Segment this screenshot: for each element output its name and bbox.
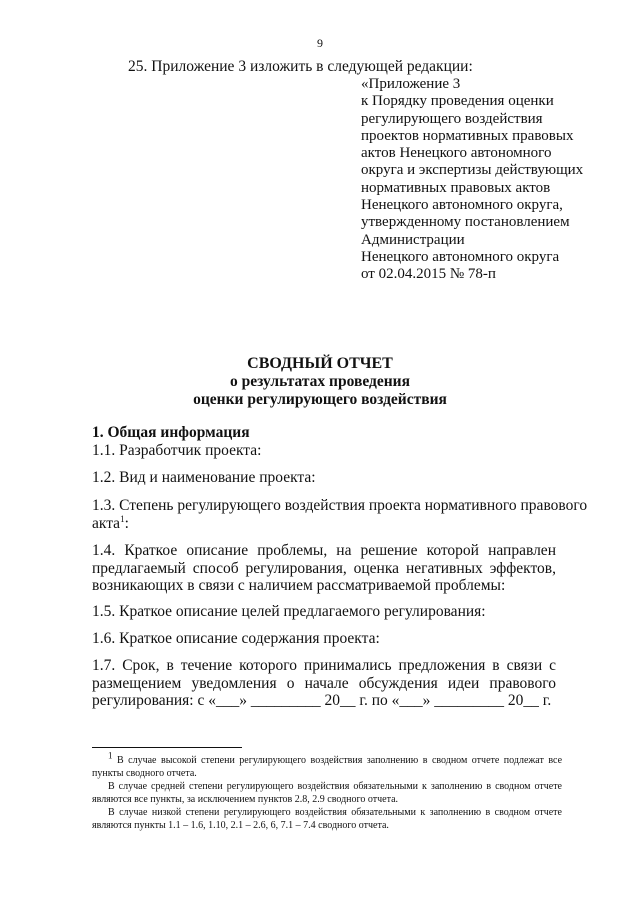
appendix-line: актов Ненецкого автономного xyxy=(361,145,552,162)
item-text: 1.1. Разработчик проекта: xyxy=(92,442,262,459)
item-text: размещением уведомления о начале обсуждения идеи правового xyxy=(92,674,556,692)
appendix-header xyxy=(361,76,583,284)
item-text: 1.6. Краткое описание содержания проекта: xyxy=(92,630,380,647)
footnote-marker: 1 xyxy=(108,750,113,761)
item-text: регулирования: с «___» _________ 20__ г. по «___» _________ 20__ г. xyxy=(92,692,552,709)
page-number: 9 xyxy=(317,36,323,50)
item-1-2 xyxy=(92,469,556,487)
appendix-line: проектов нормативных правовых xyxy=(361,127,574,144)
footnote-text: В случае средней степени регулирующего воздействия обязательными к заполнению в сводном отчете являются все пункты, за исключением пунктов 2.8, 2.9 сводного отчета. xyxy=(92,781,562,805)
item-text xyxy=(92,515,556,533)
appendix-line: Администрации xyxy=(361,231,465,248)
item-text-part: : xyxy=(124,514,129,532)
appendix-line: утвержденному постановлением xyxy=(361,214,570,231)
report-title: СВОДНЫЙ ОТЧЕТ xyxy=(247,355,393,372)
item-1-7 xyxy=(92,657,556,710)
appendix-line: от 02.04.2015 № 78-п xyxy=(361,266,496,283)
item-1-5 xyxy=(92,603,556,621)
item-text-part: акта xyxy=(92,514,121,532)
footnote-separator xyxy=(92,747,242,748)
item-text: предлагаемый способ регулирования, оценка негативных эффектов, xyxy=(92,559,556,577)
footnote xyxy=(92,806,562,832)
item-1-1 xyxy=(92,442,556,460)
appendix-line: Ненецкого автономного округа, xyxy=(361,197,563,214)
appendix-line: к Порядку проведения оценки xyxy=(361,93,554,110)
item-1-3 xyxy=(92,497,588,532)
item-text: возникающих в связи с наличием рассматриваемой проблемы: xyxy=(92,577,506,594)
section-heading: 1. Общая информация xyxy=(92,424,250,441)
item-text: 1.7. Срок, в течение которого принимались предложения в связи с xyxy=(92,657,556,674)
footnotes xyxy=(92,750,563,832)
appendix-line: округа и экспертизы действующих xyxy=(361,162,584,179)
item-text-part: 1.3. Степень регулирующего воздействия проекта нормативного правового xyxy=(92,497,588,514)
item-text xyxy=(92,497,588,515)
footnote xyxy=(92,750,563,780)
item-text: 1.4. Краткое описание проблемы, на решение которой направлен xyxy=(92,542,556,559)
report-subtitle: оценки регулирующего воздействия xyxy=(193,391,447,408)
amendment-intro: 25. Приложение 3 изложить в следующей редакции: xyxy=(128,58,473,75)
appendix-line: нормативных правовых актов xyxy=(361,179,551,196)
item-text: 1.2. Вид и наименование проекта: xyxy=(92,469,316,486)
appendix-line: регулирующего воздействия xyxy=(361,110,543,127)
report-title-block xyxy=(0,355,640,409)
footnote-reference: 1 xyxy=(120,513,125,524)
item-text: 1.5. Краткое описание целей предлагаемого регулирования: xyxy=(92,603,486,620)
item-1-6 xyxy=(92,630,556,648)
appendix-line: Ненецкого автономного округа xyxy=(361,248,560,265)
footnote-text: В случае низкой степени регулирующего воздействия обязательными к заполнению в сводном отчете являются пункты 1.1 – 1.6, 1.10, 2.1 – 2.6, 6, 7.1 – 7.4 сводного отчета. xyxy=(92,807,562,831)
item-1-4 xyxy=(92,542,556,595)
appendix-line: «Приложение 3 xyxy=(361,76,461,92)
footnote-text: В случае высокой степени регулирующего воздействия заполнению в сводном отчете подлежат все пункты сводного отчета. xyxy=(92,755,563,779)
report-subtitle: о результатах проведения xyxy=(230,373,410,390)
footnote xyxy=(92,780,562,806)
